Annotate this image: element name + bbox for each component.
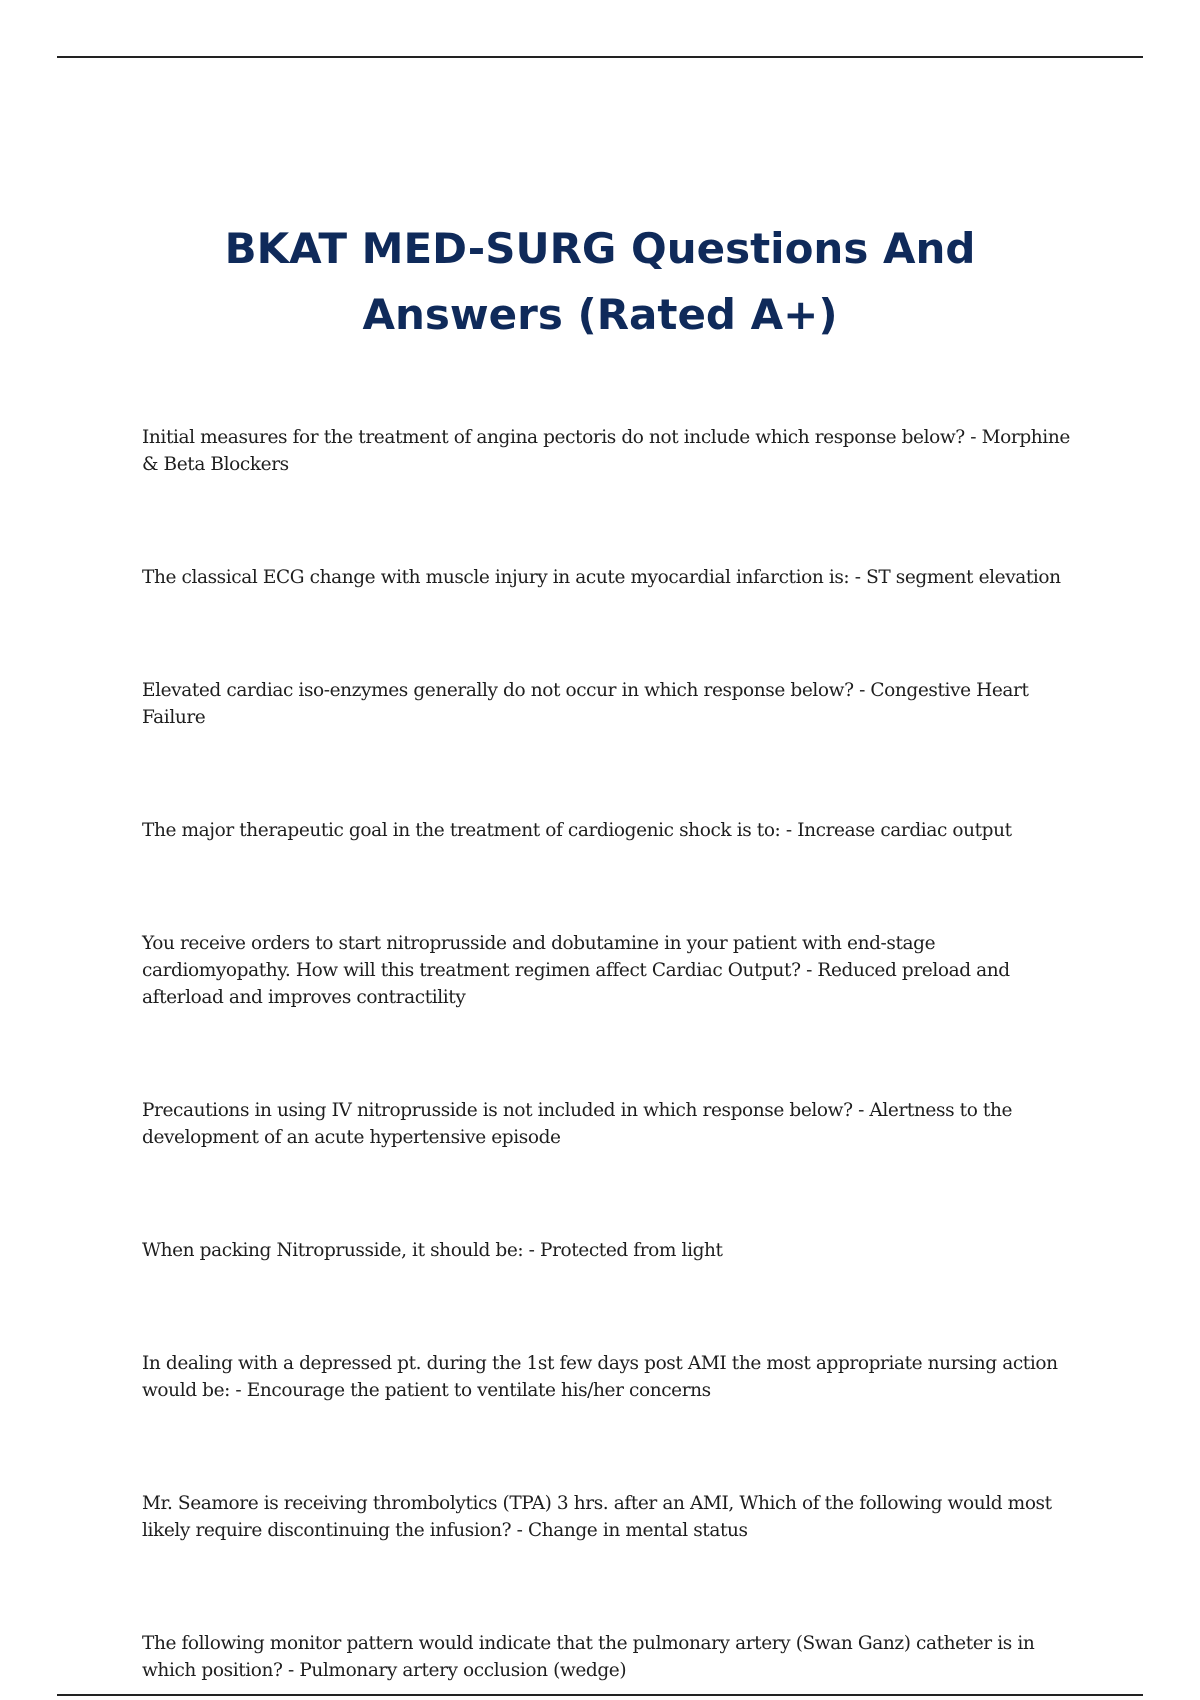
footer-rule [57, 1694, 1143, 1696]
qa-item-10: The following monitor pattern would indicate that the pulmonary artery (Swan Ganz) catheter is in which position? - Pulmonary artery occlusion (wedge) [142, 1633, 1035, 1681]
qa-item-2: The classical ECG change with muscle injury in acute myocardial infarction is: - ST segment elevation [142, 567, 1061, 588]
qa-item-6: Precautions in using IV nitroprusside is not included in which response below? - Alertness to the development of an acute hypertensive episode [142, 1100, 1013, 1148]
qa-item-5: You receive orders to start nitroprusside and dobutamine in your patient with end-stage cardiomyopathy. How will this treatment regimen affect Cardiac Output? - Reduced preload and afterload and improves contractility [142, 933, 1010, 1008]
qa-item-9: Mr. Seamore is receiving thrombolytics (TPA) 3 hrs. after an AMI, Which of the following would most likely require discontinuing the infusion? - Change in mental status [142, 1493, 1052, 1541]
qa-item-4: The major therapeutic goal in the treatment of cardiogenic shock is to: - Increase cardiac output [142, 820, 1012, 841]
header-rule [57, 56, 1143, 58]
document-title: BKAT MED-SURG Questions And Answers (Rated A+) [224, 224, 976, 339]
qa-item-8: In dealing with a depressed pt. during the 1st few days post AMI the most appropriate nursing action would be: - Encourage the patient to ventilate his/her concerns [142, 1353, 1058, 1401]
qa-item-7: When packing Nitroprusside, it should be: - Protected from light [142, 1240, 723, 1261]
qa-list [142, 424, 1072, 1684]
qa-item-1: Initial measures for the treatment of angina pectoris do not include which response below? - Morphine & Beta Blockers [142, 427, 1070, 475]
qa-item-3: Elevated cardiac iso-enzymes generally do not occur in which response below? - Congestive Heart Failure [142, 680, 1029, 728]
